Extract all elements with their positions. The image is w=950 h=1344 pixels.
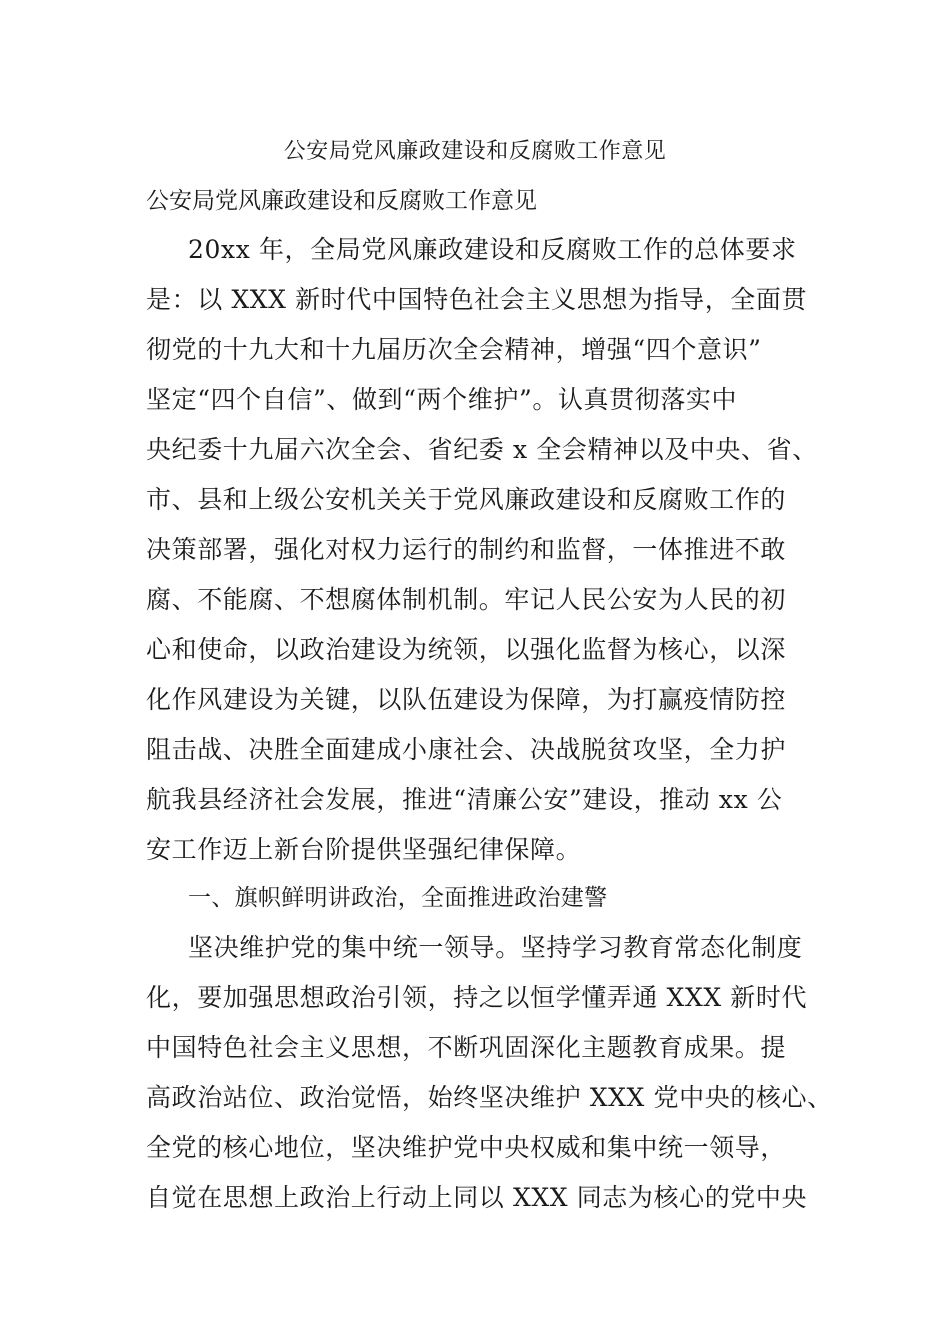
- paragraph-line: 坚决维护党的集中统一领导。坚持学习教育常态化制度: [188, 933, 803, 962]
- paragraph-line: 20xx 年，全局党风廉政建设和反腐败工作的总体要求: [188, 235, 797, 264]
- paragraph-line: 决策部署，强化对权力运行的制约和监督，一体推进不敢: [146, 535, 787, 564]
- paragraph-line: 彻党的十九大和十九届历次全会精神，增强“四个意识”: [146, 335, 762, 364]
- paragraph-line: 是：以 XXX 新时代中国特色社会主义思想为指导，全面贯: [146, 285, 808, 314]
- paragraph-line: 自觉在思想上政治上行动上同以 XXX 同志为核心的党中央: [146, 1183, 808, 1212]
- document-subtitle: 公安局党风廉政建设和反腐败工作意见: [146, 188, 537, 214]
- paragraph-line: 市、县和上级公安机关关于党风廉政建设和反腐败工作的: [146, 485, 787, 514]
- document-title: 公安局党风廉政建设和反腐败工作意见: [283, 139, 667, 164]
- paragraph-line: 央纪委十九届六次全会、省纪委 x 全会精神以及中央、省、: [146, 435, 818, 464]
- paragraph-line: 中国特色社会主义思想，不断巩固深化主题教育成果。提: [146, 1033, 787, 1062]
- paragraph-line: 腐、不能腐、不想腐体制机制。牢记人民公安为人民的初: [146, 585, 787, 614]
- paragraph-line: 高政治站位、政治觉悟，始终坚决维护 XXX 党中央的核心、: [146, 1083, 833, 1112]
- paragraph-line: 化，要加强思想政治引领，持之以恒学懂弄通 XXX 新时代: [146, 983, 808, 1012]
- paragraph-line: 阻击战、决胜全面建成小康社会、决战脱贫攻坚，全力护: [146, 735, 787, 764]
- paragraph-line: 全党的核心地位，坚决维护党中央权威和集中统一领导，: [146, 1133, 787, 1162]
- paragraph-line: 化作风建设为关键，以队伍建设为保障，为打赢疫情防控: [146, 685, 787, 714]
- paragraph-line: 心和使命，以政治建设为统领，以强化监督为核心，以深: [146, 635, 787, 664]
- paragraph-line: 安工作迈上新台阶提供坚强纪律保障。: [146, 835, 582, 864]
- paragraph-line: 航我县经济社会发展，推进“清廉公安”建设，推动 xx 公: [146, 785, 783, 814]
- section-heading: 一、旗帜鲜明讲政治，全面推进政治建警: [188, 885, 608, 911]
- paragraph-line: 坚定“四个自信”、做到“两个维护”。认真贯彻落实中: [146, 385, 738, 414]
